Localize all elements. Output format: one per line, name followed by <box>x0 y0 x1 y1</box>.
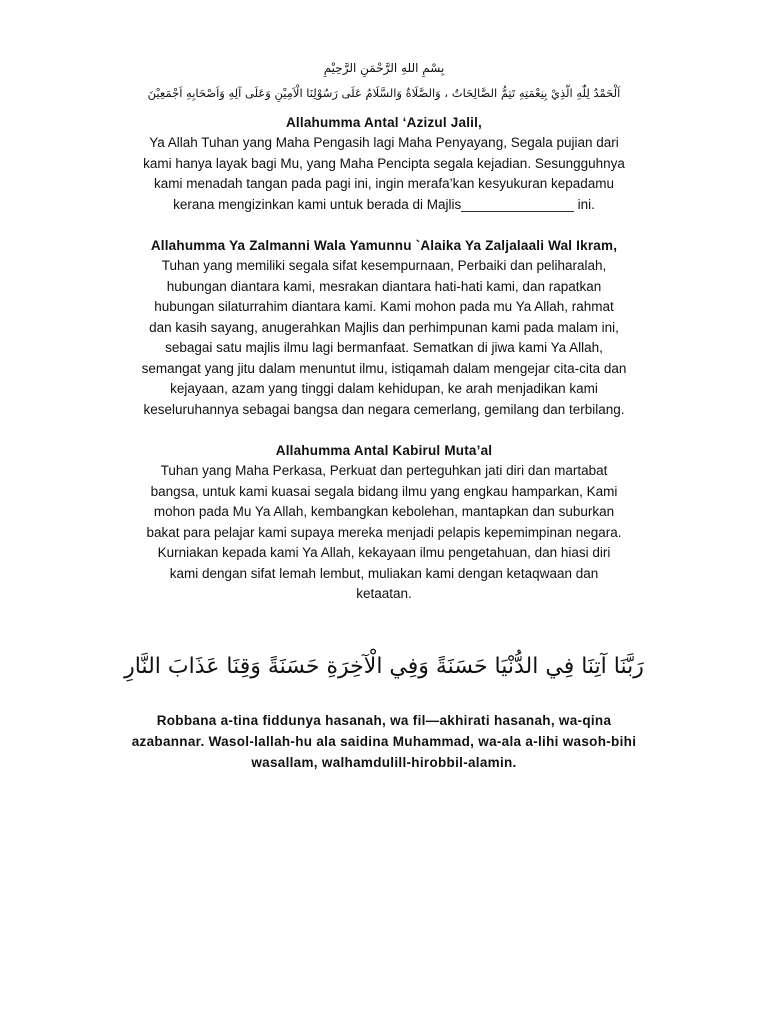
closing-line: azabannar. Wasol-lallah-hu ala saidina Muhammad, wa-ala a-lihi wasoh-bihi <box>131 734 637 749</box>
section-antal-azizul-jalil <box>96 113 672 215</box>
paragraph-line: kami hanya layak bagi Mu, yang Maha Pencipta segala kejadian. Sesungguhnya <box>143 155 625 171</box>
paragraph-line: Tuhan yang Maha Perkasa, Perkuat dan perteguhkan jati diri dan martabat <box>160 463 608 478</box>
paragraph-line: mohon pada Mu Ya Allah, kembangkan kebolehan, mantapkan dan suburkan <box>153 504 615 519</box>
paragraph-line: ketaatan. <box>356 586 412 601</box>
paragraph-line: bakat para pelajar kami supaya mereka menjadi pelapis kepemimpinan negara. <box>146 524 622 540</box>
paragraph-line: keseluruhannya sebagai bangsa dan negara cemerlang, gemilang dan terbilang. <box>143 401 625 417</box>
bismillah-line: بِسْمِ اللهِ الرَّحْمَنِ الرَّحِيْمِ <box>323 61 445 75</box>
section-ya-zalmanni <box>96 236 672 420</box>
paragraph-line: Tuhan yang memiliki segala sifat kesempurnaan, Perbaiki dan peliharalah, <box>161 258 607 273</box>
doa-arabic-line: رَبَّنَا آتِنَا فِي الدُّنْيَا حَسَنَةً وَفِي الْآخِرَةِ حَسَنَةً وَقِنَا عَذَابَ النَّارِ <box>124 654 644 679</box>
closing-doa <box>96 710 672 773</box>
paragraph-line: Ya Allah Tuhan yang Maha Pengasih lagi Maha Penyayang, Segala pujian dari <box>149 135 619 150</box>
closing-line: wasallam, walhamdulill-hirobbil-alamin. <box>251 755 517 770</box>
paragraph-line: hubungan diantara kami, mesrakan diantara hati-hati kami, dan rapatkan <box>166 278 602 294</box>
section-heading: Allahumma Antal ‘Azizul Jalil, <box>285 115 483 130</box>
closing-line: Robbana a-tina fiddunya hasanah, wa fil—akhirati hasanah, wa-qina <box>156 713 612 728</box>
section-antal-kabirul-mutaal <box>96 441 672 605</box>
paragraph-line: bangsa, untuk kami kuasai segala bidang ilmu yang engkau hamparkan, Kami <box>150 483 618 499</box>
paragraph-line: kami menadah tangan pada pagi ini, ingin merafa’kan kesyukuran kepadamu <box>153 176 615 191</box>
paragraph-line: sebagai satu majlis ilmu lagi bermanfaat. Sematkan di jiwa kami Ya Allah, <box>165 340 603 355</box>
paragraph-line: hubungan silaturrahim diantara kami. Kami mohon pada mu Ya Allah, rahmat <box>154 299 614 314</box>
arabic-opening-line: اَلْحَمْدُ لِلّٰهِ الَّذِيْ بِنِعْمَتِهِ تَتِمُّ الصَّالِحَاتُ ، وَالصَّلَاةُ وَالسَّلَامُ عَلَى رَسُوْلِنَا الْاَمِيْنِ وَعَلَى آلِهِ وَاَصْحَابِهِ اَجْمَعِيْنَ <box>147 86 621 100</box>
section-heading: Allahumma Ya Zalmanni Wala Yamunnu `Alaika Ya Zaljalaali Wal Ikram, <box>150 238 618 253</box>
paragraph-line: kejayaan, azam yang tinggi dalam kehidupan, ke arah menjadikan kami <box>170 381 598 396</box>
paragraph-line: kami dengan sifat lemah lembut, muliakan kami dengan ketaqwaan dan <box>169 565 599 581</box>
paragraph-line: kerana mengizinkan kami untuk berada di Majlis_______________ ini. <box>173 196 595 212</box>
paragraph-line: semangat yang jitu dalam menuntut ilmu, istiqamah dalam mengejar cita-cita dan <box>141 360 627 376</box>
paragraph-line: Kurniakan kepada kami Ya Allah, kekayaan ilmu pengetahuan, dan hiasi diri <box>157 545 611 560</box>
section-heading: Allahumma Antal Kabirul Muta’al <box>275 443 493 458</box>
paragraph-line: dan kasih sayang, anugerahkan Majlis dan perhimpunan kami pada malam ini, <box>149 319 619 335</box>
